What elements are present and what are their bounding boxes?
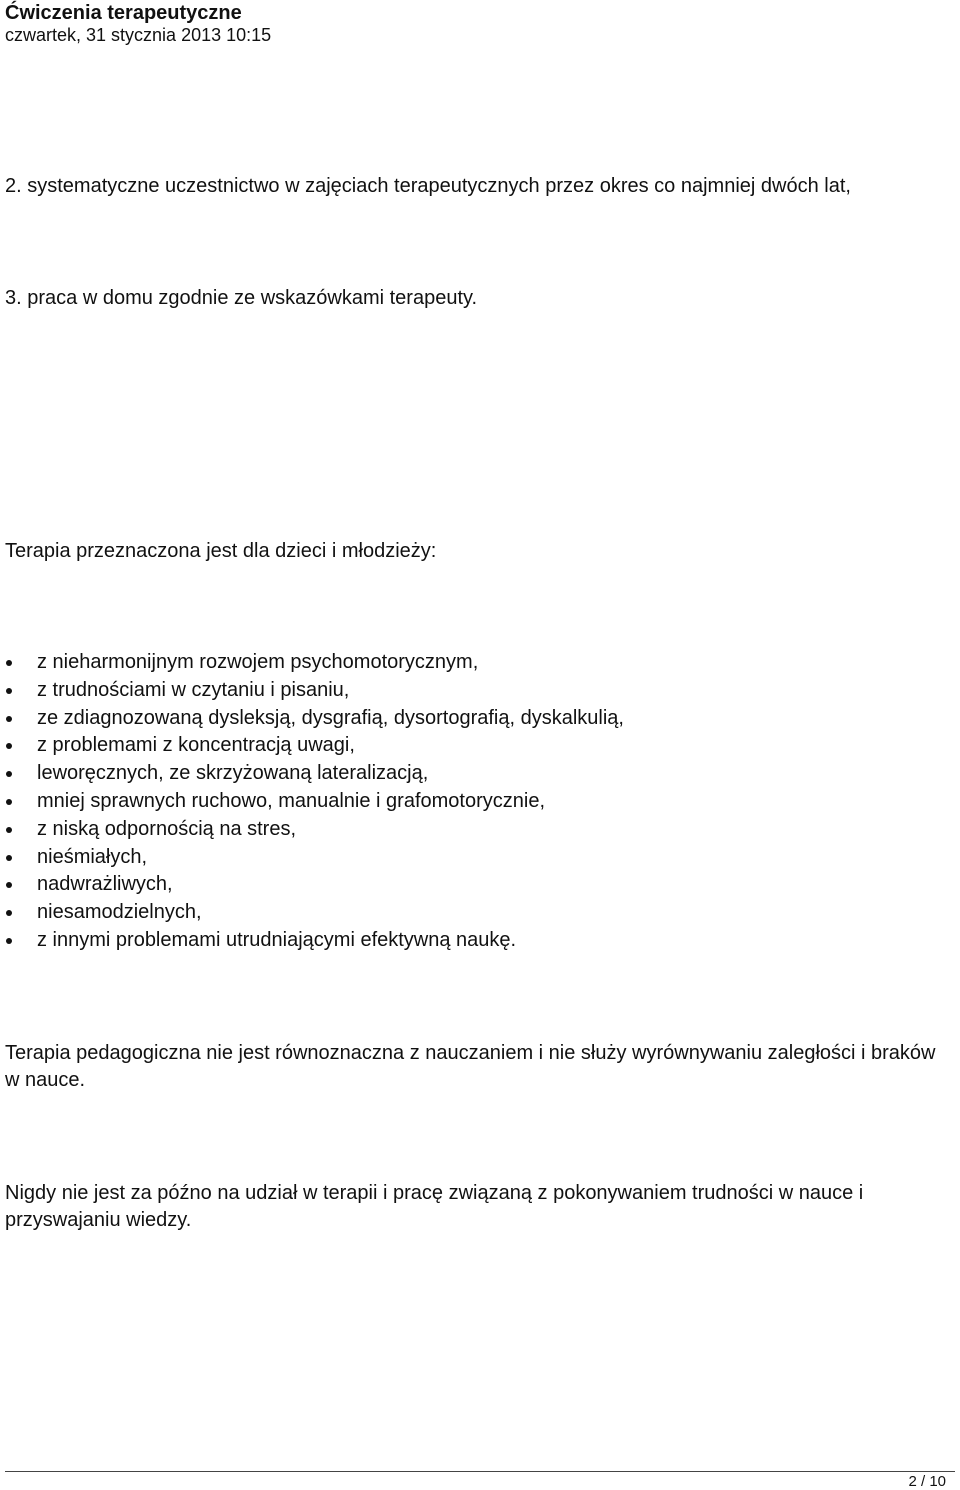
list-item	[0, 705, 624, 733]
list-item-label: mniej sprawnych ruchowo, manualnie i grafomotorycznie,	[37, 789, 546, 812]
list-item	[0, 649, 624, 677]
list-item-label: z niską odpornością na stres,	[37, 817, 297, 840]
list-item-label: leworęcznych, ze skrzyżowaną lateralizacją,	[37, 762, 429, 785]
pedagogic-note-paragraph: Terapia pedagogiczna nie jest równoznaczna z nauczaniem i nie służy wyrównywaniu zaległości i braków w nauce.	[5, 1042, 936, 1091]
list-item	[0, 677, 624, 705]
list-item	[0, 927, 624, 955]
list-item-label: nadwrażliwych,	[37, 873, 173, 896]
list-item-2-text: 2. systematyczne uczestnictwo w zajęciach terapeutycznych przez okres co najmniej dwóch lat,	[5, 175, 851, 197]
document-date: czwartek, 31 stycznia 2013 10:15	[5, 25, 272, 45]
list-item	[0, 788, 624, 816]
bullet-icon	[6, 799, 12, 805]
target-groups-list	[0, 649, 624, 955]
document-title: Ćwiczenia terapeutyczne	[5, 2, 242, 24]
bullet-icon	[6, 910, 12, 916]
bullet-icon	[6, 688, 12, 694]
list-item-label: z nieharmonijnym rozwojem psychomotorycznym,	[37, 651, 479, 673]
footer-divider	[5, 1471, 955, 1472]
list-item-label: z problemami z koncentracją uwagi,	[37, 734, 355, 757]
list-item-3-text: 3. praca w domu zgodnie ze wskazówkami terapeuty.	[5, 287, 478, 309]
list-item	[0, 816, 624, 844]
page-number: 2 / 10	[908, 1473, 946, 1490]
list-item	[0, 732, 624, 760]
list-item	[0, 760, 624, 788]
bullet-icon	[6, 827, 12, 833]
bullet-icon	[6, 855, 12, 861]
list-item-label: z trudnościami w czytaniu i pisaniu,	[37, 678, 350, 701]
bullet-icon	[6, 938, 12, 944]
list-item-label: nieśmiałych,	[37, 845, 148, 868]
bullet-icon	[6, 771, 12, 777]
list-item	[0, 844, 624, 872]
list-item	[0, 899, 624, 927]
bullet-icon	[6, 882, 12, 888]
bullet-icon	[6, 716, 12, 722]
list-item-label: niesamodzielnych,	[37, 901, 202, 924]
closing-paragraph: Nigdy nie jest za późno na udział w terapii i pracę związaną z pokonywaniem trudności w nauce i przyswajaniu wiedzy.	[5, 1182, 864, 1231]
list-item	[0, 871, 624, 899]
list-item-label: ze zdiagnozowaną dysleksją, dysgrafią, dysortografią, dyskalkulią,	[37, 706, 624, 729]
bullet-icon	[6, 660, 12, 666]
bullet-icon	[6, 743, 12, 749]
list-item-label: z innymi problemami utrudniającymi efektywną naukę.	[37, 928, 517, 951]
section-heading: Terapia przeznaczona jest dla dzieci i młodzieży:	[5, 540, 437, 562]
